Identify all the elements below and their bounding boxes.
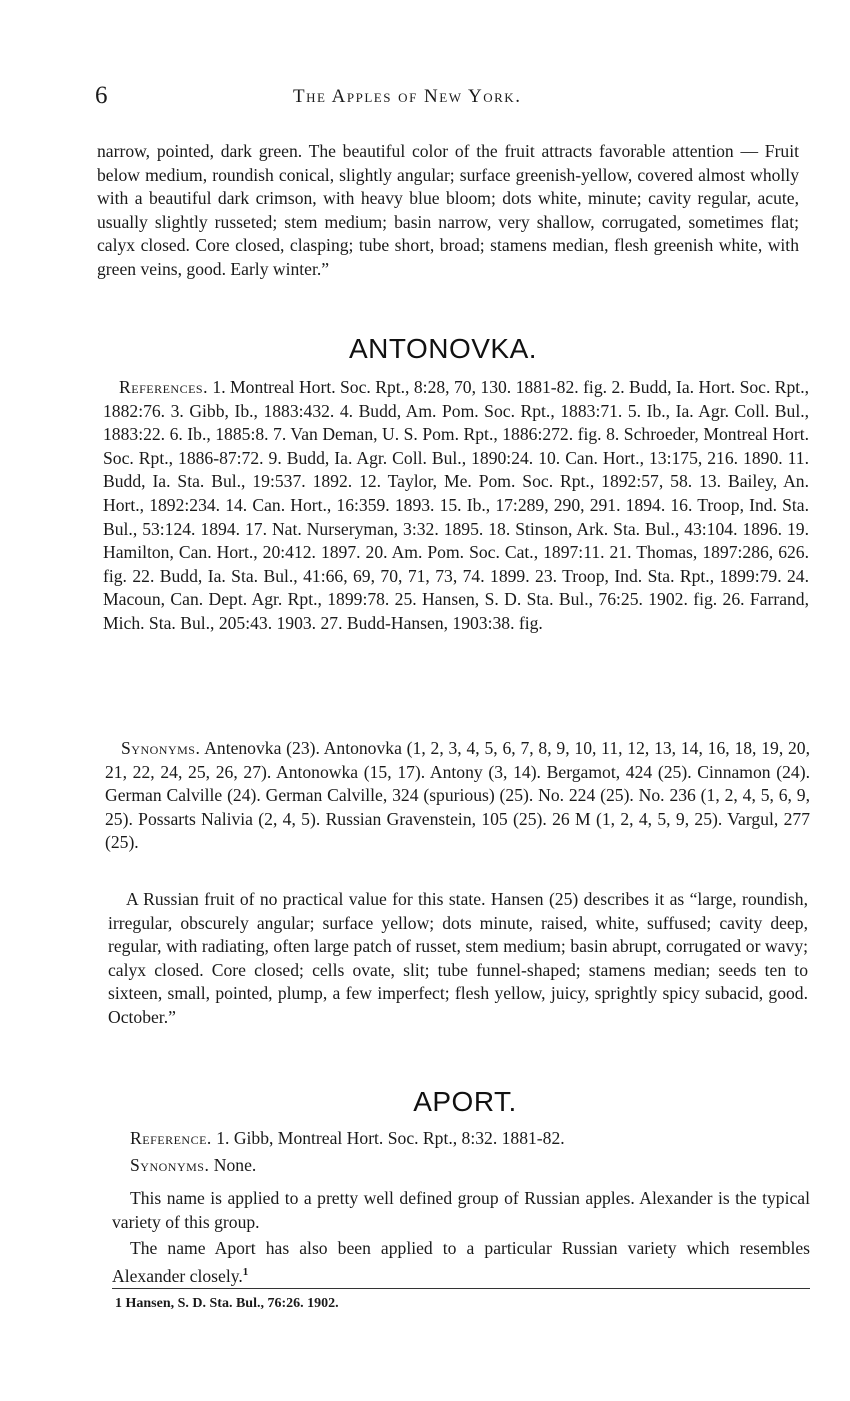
synonyms-label: Synonyms.	[121, 738, 201, 758]
antonovka-heading: ANTONOVKA.	[348, 333, 538, 364]
reference-text: 1. Gibb, Montreal Hort. Soc. Rpt., 8:32. 1881-82.	[216, 1128, 565, 1148]
running-title: The Apples of New York.	[293, 86, 522, 107]
page-number: 6	[95, 82, 108, 109]
antonovka-references	[103, 376, 809, 636]
reference-label: Reference.	[130, 1128, 212, 1148]
references-text: 1. Montreal Hort. Soc. Rpt., 8:28, 70, 130. 1881-82. fig. 2. Budd, Ia. Hort. Soc. Rpt., 1882:76. 3. Gibb, Ib., 1883:432. 4. Budd, Am. Pom. Soc. Rpt., 1883:71. 5. Ib., Ia. Agr. Coll. Bul., 1883:22. 6. Ib., 1885:8. 7. Van Deman, U. S. Pom. Rpt., 1886:272. fig. 8. Schroeder, Montreal Hort. Soc. Rpt., 1886-87:72. 9. Budd, Ia. Agr. Coll. Bul., 1890:24. 10. Can. Hort., 13:175, 216. 1890. 11. Budd, Ia. Sta. Bul., 19:537. 1892. 12. Taylor, Me. Pom. Soc. Rpt., 1892:57, 58. 13. Bailey, An. Hort., 1892:234. 14. Can. Hort., 16:359. 1893. 15. Ib., 17:289, 290, 291. 1894. 16. Troop, Ind. Sta. Bul., 53:124. 1894. 17. Nat. Nurseryman, 3:32. 1895. 18. Stinson, Ark. Sta. Bul., 43:104. 1896. 19. Hamilton, Can. Hort., 20:412. 1897. 20. Am. Pom. Soc. Cat., 1897:11. 21. Thomas, 1897:286, 626. fig. 22. Budd, Ia. Sta. Bul., 41:66, 69, 70, 71, 73, 74. 1899. 23. Troop, Ind. Sta. Rpt., 1899:79. 24. Macoun, Can. Dept. Agr. Rpt., 1899:78. 25. Hansen, S. D. Sta. Bul., 76:25. 1902. fig. 26. Farrand, Mich. Sta. Bul., 205:43. 1903. 27. Budd-Hansen, 1903:38. fig.	[103, 377, 809, 633]
synonyms-text: None.	[213, 1155, 257, 1175]
aport-paragraph-2-text: The name Aport has also been applied to a particular Russian variety which resembles Alexander closely.	[112, 1238, 810, 1286]
running-head	[95, 80, 795, 114]
antonovka-synonyms	[105, 737, 810, 855]
synonyms-text: Antenovka (23). Antonovka (1, 2, 3, 4, 5, 6, 7, 8, 9, 10, 11, 12, 13, 14, 16, 18, 19, 20, 21, 22, 24, 25, 26, 27). Antonowka (15, 17). Antony (3, 14). Bergamot, 424 (25). Cinnamon (24). German Calville (24). German Calville, 324 (spurious) (25). No. 224 (25). No. 236 (1, 2, 4, 5, 6, 9, 25). Possarts Nalivia (2, 4, 5). Russian Gravenstein, 105 (25). 26 M (1, 2, 4, 5, 9, 25). Vargul, 277 (25).	[105, 738, 810, 853]
synonyms-label: Synonyms.	[130, 1155, 210, 1175]
aport-synonyms	[130, 1154, 820, 1178]
antonovka-description: A Russian fruit of no practical value for this state. Hansen (25) describes it as “large, roundish, irregular, obscurely angular; surface yellow; dots minute, raised, white, suffused; cavity deep, regular, with radiating, often large patch of russet, stem medium; basin abrupt, corrugated or wavy; calyx closed. Core closed; cells ovate, slit; tube funnel-shaped; stamens median; seeds ten to sixteen, small, pointed, plump, a few imperfect; flesh yellow, juicy, sprightly spicy subacid, good. October.”	[108, 889, 808, 1027]
aport-reference	[130, 1127, 820, 1151]
references-label: References.	[119, 377, 208, 397]
aport-heading: APORT.	[413, 1086, 517, 1117]
aport-paragraph-1: This name is applied to a pretty well defined group of Russian apples. Alexander is the typical variety of this group.	[112, 1188, 810, 1232]
footnote-marker: 1	[242, 1265, 249, 1278]
footnote-divider	[112, 1288, 810, 1289]
aport-paragraph-2	[112, 1237, 810, 1288]
intro-paragraph: narrow, pointed, dark green. The beautiful color of the fruit attracts favorable attention — Fruit below medium, roundish conical, slightly angular; surface greenish-yellow, covered almost wholly with a beautiful dark crimson, with heavy blue bloom; dots white, minute; cavity regular, acute, usually slightly russeted; stem medium; basin narrow, very shallow, corrugated, sometimes flat; calyx closed. Core closed, clasping; tube short, broad; stamens median, flesh greenish white, with green veins, good. Early winter.”	[97, 141, 799, 279]
footnote: 1 Hansen, S. D. Sta. Bul., 76:26. 1902.	[115, 1296, 339, 1311]
